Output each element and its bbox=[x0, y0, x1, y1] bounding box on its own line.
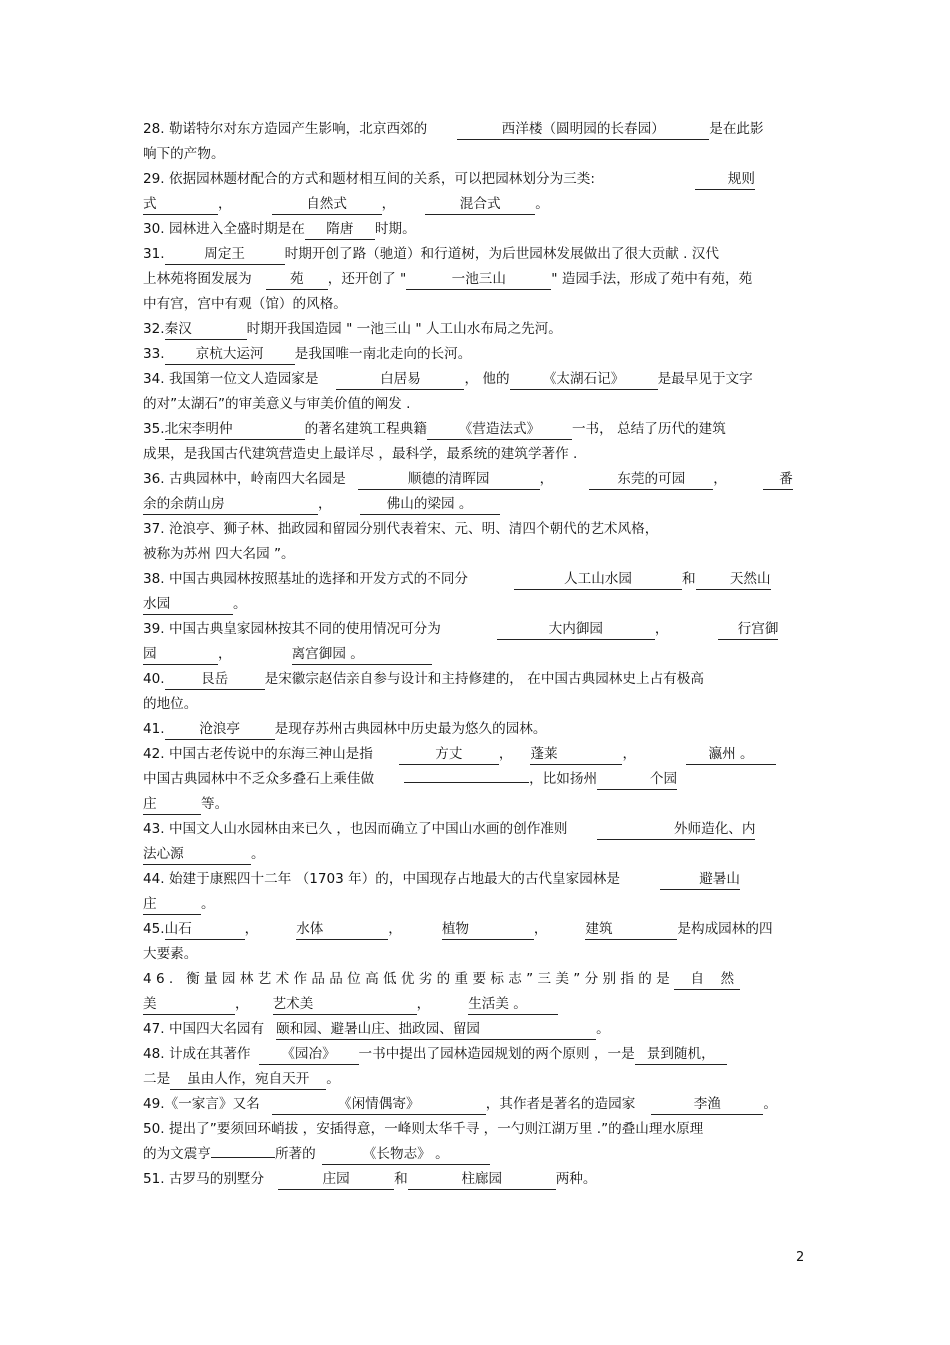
question-line bbox=[143, 867, 808, 892]
answer-blank: 庄 bbox=[143, 895, 201, 915]
text: 33. bbox=[143, 346, 165, 362]
text: 和 bbox=[682, 571, 696, 587]
question-line bbox=[143, 692, 808, 717]
question-line bbox=[143, 667, 808, 692]
question-line bbox=[143, 142, 808, 167]
answer-blank: 园 bbox=[143, 645, 218, 665]
text: 是最早见于文字 bbox=[657, 371, 753, 387]
answer-blank: 天然山 bbox=[696, 570, 771, 590]
question-line bbox=[143, 1142, 808, 1167]
text: 44. 始建于康熙四十二年 （1703 年）的，中国现存占地最大的古代皇家园林是 bbox=[143, 871, 620, 887]
text: 48. 计成在其著作 bbox=[143, 1046, 251, 1062]
text: 一书， 总结了历代的建筑 bbox=[571, 421, 726, 437]
text: 上林苑将囿发展为 bbox=[143, 271, 252, 287]
answer-blank bbox=[211, 1157, 275, 1158]
answer-blank: 生活美 。 bbox=[468, 995, 558, 1015]
text: 38. 中国古典园林按照基址的选择和开发方式的不同分 bbox=[143, 571, 469, 587]
answer-blank: 番 bbox=[763, 470, 793, 490]
text: 30. 园林进入全盛时期是在 bbox=[143, 221, 305, 237]
question-line bbox=[143, 1117, 808, 1142]
answer-blank: 庄园 bbox=[278, 1170, 394, 1190]
text: ， bbox=[654, 621, 669, 637]
text: 45. bbox=[143, 921, 165, 937]
question-line bbox=[143, 642, 808, 667]
text: 36. 古典园林中，岭南四大名园是 bbox=[143, 471, 346, 487]
page-number: 2 bbox=[796, 1250, 805, 1265]
answer-blank: 植物 bbox=[442, 920, 534, 940]
text: ， bbox=[498, 746, 513, 762]
question-line bbox=[143, 342, 808, 367]
question-line bbox=[143, 792, 808, 817]
text: 中国古典园林中不乏众多叠石上乘佳做 bbox=[143, 771, 375, 787]
answer-blank: 《长物志》 。 bbox=[322, 1145, 490, 1165]
text: 31. bbox=[143, 246, 165, 262]
text: 的对”太湖石”的审美意义与审美价值的阐发 . bbox=[143, 396, 411, 412]
question-line bbox=[143, 892, 808, 917]
question-line bbox=[143, 1092, 808, 1117]
question-line bbox=[143, 1067, 808, 1092]
text: ， bbox=[381, 196, 396, 212]
text: 29. 依据园林题材配合的方式和题材相互间的关系，可以把园林划分为三类: bbox=[143, 171, 595, 187]
answer-blank: 京杭大运河 bbox=[165, 345, 295, 365]
question-line bbox=[143, 217, 808, 242]
text: 35. bbox=[143, 421, 165, 437]
question-line bbox=[143, 817, 808, 842]
text: 。 bbox=[596, 1021, 610, 1037]
text: 42. 中国古老传说中的东海三神山是指 bbox=[143, 746, 373, 762]
answer-blank: 瀛州 。 bbox=[686, 745, 776, 765]
question-line bbox=[143, 592, 808, 617]
answer-blank: 规则 bbox=[695, 170, 755, 190]
answer-blank: 自然式 bbox=[272, 195, 382, 215]
text: 43. 中国文人山水园林由来已久 ，也因而确立了中国山水画的创作准则 bbox=[143, 821, 568, 837]
text: 和 bbox=[394, 1171, 408, 1187]
question-line bbox=[143, 1017, 808, 1042]
text: 46. 衡量园林艺术作品品位高低优劣的重要标志”三美”分别指的是 bbox=[143, 971, 675, 987]
answer-blank: 顺德的清晖园 bbox=[358, 470, 540, 490]
text: ， bbox=[713, 471, 727, 487]
text: 50. 提出了”要须回环峭拔 ，安插得意，一峰则太华千寻 ，一勺则江湖万里 .”的叠山理水原理 bbox=[143, 1121, 704, 1137]
question-line bbox=[143, 492, 808, 517]
text: 39. 中国古典皇家园林按其不同的使用情况可分为 bbox=[143, 621, 441, 637]
answer-blank: 东莞的可园 bbox=[589, 470, 713, 490]
text: 的著名建筑工程典籍 bbox=[304, 421, 427, 437]
question-line bbox=[143, 917, 808, 942]
text: 的为文震亨 bbox=[143, 1146, 211, 1162]
answer-blank bbox=[404, 782, 529, 783]
answer-blank: 离宫御园 。 bbox=[292, 645, 432, 665]
text: 是宋徽宗赵佶亲自参与设计和主持修建的， 在中国古典园林史上占有极高 bbox=[264, 671, 704, 687]
answer-blank: 颐和园、避暑山庄、拙政园、留园 bbox=[276, 1020, 596, 1040]
answer-blank: 人工山水园 bbox=[514, 570, 682, 590]
text: 响下的产物。 bbox=[143, 146, 225, 162]
text: ， 他的 bbox=[464, 371, 510, 387]
text: 37. 沧浪亭、狮子林、拙政园和留园分别代表着宋、元、明、清四个朝代的艺术风格， bbox=[143, 521, 659, 537]
question-line bbox=[143, 267, 808, 292]
question-line bbox=[143, 992, 808, 1017]
answer-blank: 艮岳 bbox=[165, 670, 265, 690]
answer-blank: 水体 bbox=[296, 920, 388, 940]
text: 。 bbox=[763, 1096, 777, 1112]
question-line bbox=[143, 717, 808, 742]
text: ， bbox=[318, 496, 332, 512]
text: 51. 古罗马的别墅分 bbox=[143, 1171, 265, 1187]
answer-blank: 建筑 bbox=[585, 920, 677, 940]
answer-blank: 北宋李明仲 bbox=[165, 420, 305, 440]
text: 所著的 bbox=[274, 1146, 316, 1162]
question-line bbox=[143, 317, 808, 342]
text: 49.《一家言》又名 bbox=[143, 1096, 260, 1112]
text: 28. 勒诺特尔对东方造园产生影响，北京西郊的 bbox=[143, 121, 428, 137]
answer-blank: 沧浪亭 bbox=[165, 720, 275, 740]
text: ，比如扬州 bbox=[529, 771, 598, 787]
text: 40. bbox=[143, 671, 165, 687]
answer-blank: 苑 bbox=[266, 270, 328, 290]
text: 大要素。 bbox=[143, 946, 198, 962]
answer-blank: 方丈 bbox=[399, 745, 499, 765]
text: 的地位。 bbox=[143, 696, 198, 712]
text: ， bbox=[388, 921, 402, 937]
text: 二是 bbox=[143, 1071, 171, 1087]
text: 时期。 bbox=[374, 221, 416, 237]
question-line bbox=[143, 292, 808, 317]
answer-blank: 式 bbox=[143, 195, 218, 215]
question-line bbox=[143, 242, 808, 267]
text: 。 bbox=[233, 596, 247, 612]
answer-blank: 自 然 bbox=[674, 970, 740, 990]
question-line bbox=[143, 117, 808, 142]
text: ，还开创了 " bbox=[327, 271, 407, 287]
text: 时期开我国造园 " 一池三山 " 人工山水布局之先河。 bbox=[246, 321, 562, 337]
text: 是现存苏州古典园林中历史最为悠久的园林。 bbox=[274, 721, 547, 737]
question-line bbox=[143, 392, 808, 417]
question-line bbox=[143, 567, 808, 592]
answer-blank: 佛山的梁园 。 bbox=[360, 495, 500, 515]
answer-blank: 虽由人作，宛自天开 bbox=[170, 1070, 326, 1090]
answer-blank: 美 bbox=[143, 995, 235, 1015]
answer-blank: 一池三山 bbox=[406, 270, 551, 290]
answer-blank: 混合式 bbox=[425, 195, 535, 215]
text: 成果，是我国古代建筑营造史上最详尽 ，最科学，最系统的建筑学著作 . bbox=[143, 446, 578, 462]
answer-blank: 避暑山 bbox=[660, 870, 740, 890]
text: ， bbox=[416, 996, 431, 1012]
text: " 造园手法，形成了苑中有苑，苑 bbox=[551, 271, 753, 287]
text: 47. 中国四大名园有 bbox=[143, 1021, 265, 1037]
text: ， bbox=[218, 646, 232, 662]
question-line bbox=[143, 167, 808, 192]
answer-blank: 山石 bbox=[165, 920, 245, 940]
answer-blank: 柱廊园 bbox=[408, 1170, 556, 1190]
answer-blank: 《闲情偶寄》 bbox=[272, 1095, 486, 1115]
text: 是我国唯一南北走向的长河。 bbox=[294, 346, 472, 362]
text: 两种。 bbox=[555, 1171, 597, 1187]
answer-blank: 景到随机， bbox=[635, 1045, 727, 1065]
text: ， bbox=[622, 746, 637, 762]
question-line bbox=[143, 467, 808, 492]
answer-blank: 余的余荫山房 bbox=[143, 495, 318, 515]
answer-blank: 外师造化、内 bbox=[597, 820, 755, 840]
text: 时期开创了路（驰道）和行道树，为后世园林发展做出了很大贡献 . 汉代 bbox=[284, 246, 719, 262]
answer-blank: 蓬莱 bbox=[530, 745, 622, 765]
text: 一书中提出了园林造园规划的两个原则 ，一是 bbox=[358, 1046, 635, 1062]
answer-blank: 艺术美 bbox=[273, 995, 417, 1015]
question-line bbox=[143, 842, 808, 867]
text: 。 bbox=[201, 896, 215, 912]
text: 被称为苏州 四大名园 ”。 bbox=[143, 546, 295, 562]
answer-blank: 隋唐 bbox=[305, 220, 375, 240]
text: ， bbox=[218, 196, 232, 212]
text: 是在此影 bbox=[709, 121, 764, 137]
answer-blank: 秦汉 bbox=[165, 320, 247, 340]
text: 。 bbox=[251, 846, 265, 862]
text: 41. bbox=[143, 721, 165, 737]
text: 。 bbox=[326, 1071, 340, 1087]
answer-blank: 白居易 bbox=[336, 370, 464, 390]
question-line bbox=[143, 542, 808, 567]
text: ，其作者是著名的造园家 bbox=[485, 1096, 636, 1112]
question-list bbox=[143, 117, 808, 1192]
text: ， bbox=[533, 921, 548, 937]
answer-blank: 行宫御 bbox=[718, 620, 778, 640]
question-line bbox=[143, 942, 808, 967]
question-line bbox=[143, 517, 808, 542]
question-line bbox=[143, 1167, 808, 1192]
question-line bbox=[143, 367, 808, 392]
text: 中有宫，宫中有观（馆）的风格。 bbox=[143, 296, 347, 312]
answer-blank: 法心源 bbox=[143, 845, 251, 865]
text: 32. bbox=[143, 321, 165, 337]
answer-blank: 西洋楼（圆明园的长春园） bbox=[457, 120, 709, 140]
question-line bbox=[143, 1042, 808, 1067]
text: ， bbox=[244, 921, 259, 937]
answer-blank: 《园冶》 bbox=[259, 1045, 359, 1065]
answer-blank: 《营造法式》 bbox=[427, 420, 572, 440]
text: ， bbox=[539, 471, 554, 487]
answer-blank: 庄 bbox=[143, 795, 201, 815]
question-line bbox=[143, 967, 808, 992]
question-line bbox=[143, 617, 808, 642]
text: 等。 bbox=[201, 796, 229, 812]
text: 34. 我国第一位文人造园家是 bbox=[143, 371, 319, 387]
question-line bbox=[143, 192, 808, 217]
question-line bbox=[143, 417, 808, 442]
answer-blank: 《太湖石记》 bbox=[510, 370, 658, 390]
answer-blank: 周定王 bbox=[165, 245, 285, 265]
question-line bbox=[143, 742, 808, 767]
answer-blank: 个园 bbox=[597, 770, 677, 790]
text: 是构成园林的四 bbox=[677, 921, 773, 937]
question-line bbox=[143, 442, 808, 467]
text: 。 bbox=[535, 196, 549, 212]
answer-blank: 李渔 bbox=[651, 1095, 763, 1115]
text: ， bbox=[235, 996, 249, 1012]
question-line bbox=[143, 767, 808, 792]
answer-blank: 大内御园 bbox=[497, 620, 655, 640]
answer-blank: 水园 bbox=[143, 595, 233, 615]
